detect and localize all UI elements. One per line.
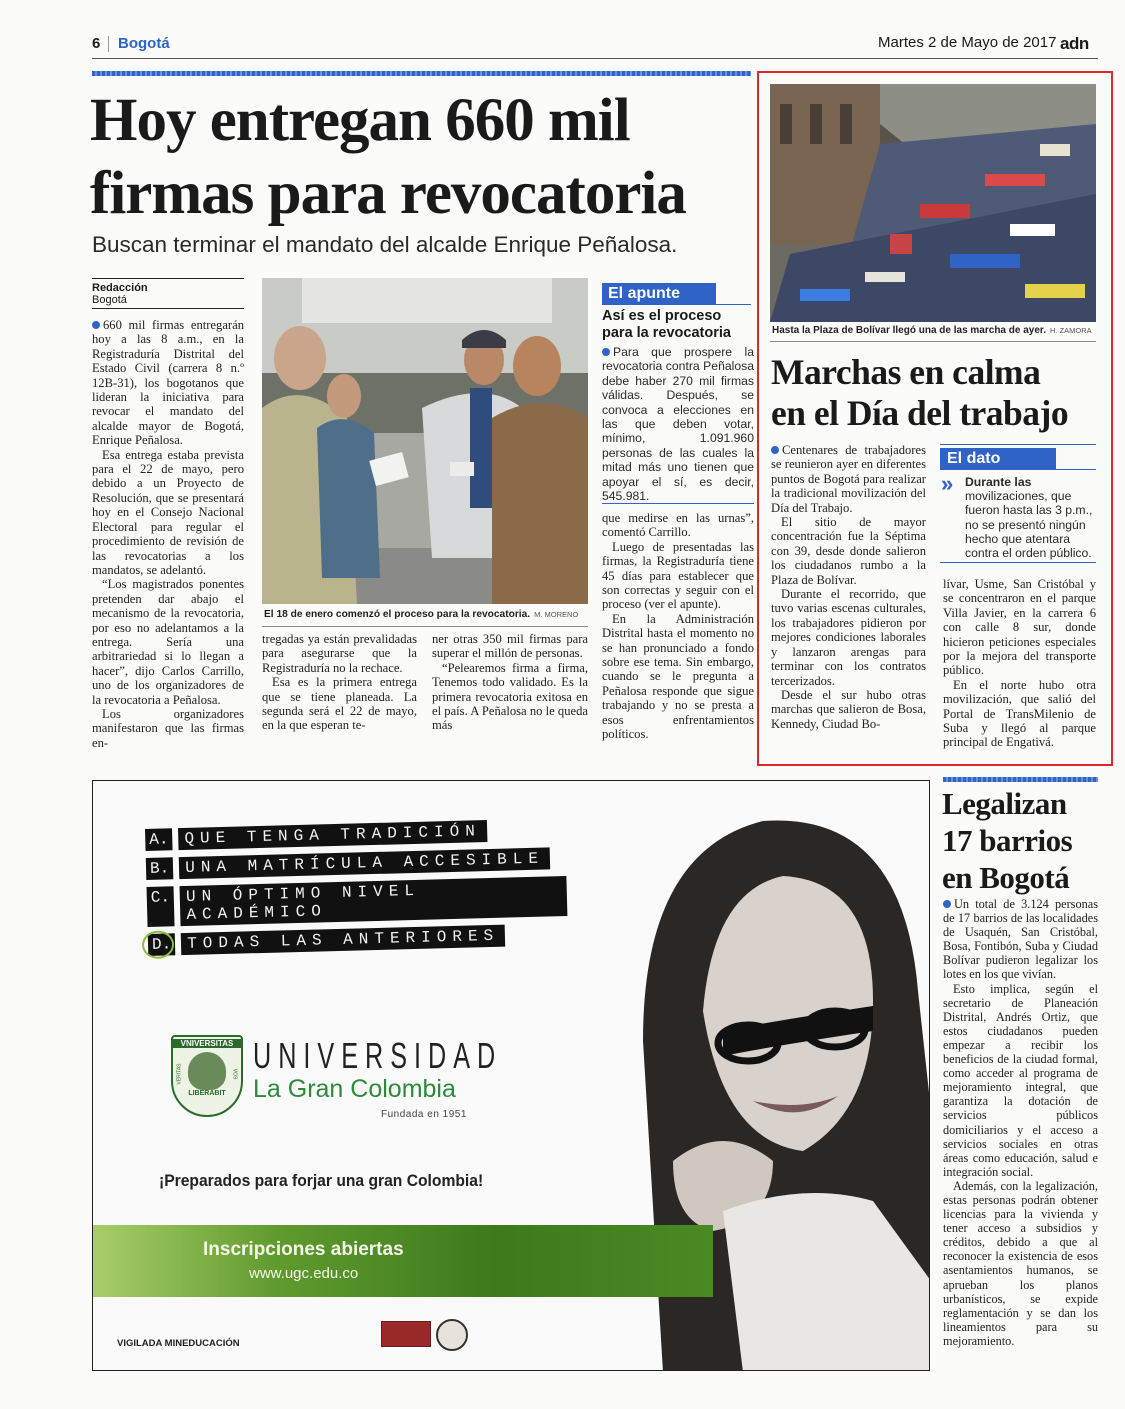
dato-body <box>943 475 1096 560</box>
issue-date: Martes 2 de Mayo de 2017 <box>878 34 1057 51</box>
caption-rule <box>262 626 588 627</box>
byline <box>92 282 244 306</box>
dato-bottom-rule <box>940 562 1096 563</box>
main-col1-p2: Esa entrega estaba prevista para el 22 de mayo, pero debido a un Proyecto de Resolución, que se presentará hoy en el Consejo Nacional Electoral para regular el procedimiento de revisión de las revocatorias a los mandatos, se adelantó. <box>92 447 244 577</box>
crest-right-text: VOS <box>231 1068 238 1080</box>
main-top-bar <box>92 71 751 76</box>
legalizan-top-bar <box>943 777 1098 782</box>
ad-option-letter: A. <box>145 828 173 851</box>
apunte-tag-rule <box>716 304 751 305</box>
university-founded: Fundada en 1951 <box>381 1109 467 1120</box>
apunte-title-line1: Así es el proceso <box>602 308 722 324</box>
bullet-icon <box>92 321 100 329</box>
byline-name: Redacción <box>92 282 148 294</box>
legalizan-p3: Además, con la legalización, estas personas podrán obtener licencias para la vivienda y tener acceso a subsidios y créditos, debido a que al reconocer la existencia de esos asentamientos humanos, se aprueban los planos urbanísticos, se expide reglamentación y se dan los lineamientos para su mejoramiento. <box>943 1178 1098 1348</box>
main-headline-line1: Hoy entregan 660 mil <box>90 87 630 154</box>
apunte-body <box>602 345 754 503</box>
bullet-icon <box>771 446 779 454</box>
byline-city: Bogotá <box>92 294 127 306</box>
marchas-col2-p2: En el norte hubo otra movilización, que salió del Portal de TransMilenio de Suba y llegó al parque principal de Engativá. <box>943 677 1096 750</box>
banner-title: Inscripciones abiertas <box>203 1239 404 1260</box>
revocatoria-photo <box>262 278 588 604</box>
bullet-icon <box>943 900 951 908</box>
apunte-title-line2: para la revocatoria <box>602 325 731 341</box>
marchas-col-2 <box>943 577 1096 750</box>
dato-text: movilizaciones, que fueron hasta las 3 p.m., no se presentó ningún hecho que atentara contra el orden público. <box>965 489 1093 561</box>
marchas-headline-line1: Marchas en calma <box>771 352 1041 392</box>
marchas-col1-p3: Durante el recorrido, que tuvo varias escenas culturales, los trabajadores pidieron por mejores condiciones laborales y lanzaron arengas para terminar con los contratos tercerizados. <box>771 587 926 688</box>
main-col1-p1: 660 mil firmas entregarán hoy a las 8 a.m., en la Registraduría Distrital del Estado Civil (carrera 8 n.º 12B-31), los bogotanos que lideran la iniciativa para revocar el mandato del alcalde mayor de Bogotá, Enrique Peñalosa. <box>92 318 244 448</box>
main-col-3 <box>432 632 588 733</box>
mineducacion-label: VIGILADA MINEDUCACIÓN <box>117 1338 240 1349</box>
byline-rule-bottom <box>92 308 244 309</box>
marchas-caption-rule <box>770 341 1096 342</box>
university-name: La Gran Colombia <box>253 1075 456 1103</box>
marchas-photo-image <box>770 84 1096 322</box>
ad-option-d <box>148 923 568 956</box>
university-word: UNIVERSIDAD <box>253 1035 503 1076</box>
apunte-text: Para que prospere la revocatoria contra Peñalosa debe haber 270 mil firmas válidas. Después, se convoca a elecciones en las que deben votar, mínimo, 1.091.960 personas de las cuales la mitad más uno tienen que apoyar el sí, es decir, 545.981. <box>602 345 754 504</box>
crest-bottom-text: LIBERABIT <box>188 1090 226 1097</box>
revocatoria-photo-credit: M. MORENO <box>534 610 579 619</box>
main-col3-p1: ner otras 350 mil firmas para superar el millón de personas. <box>432 632 588 661</box>
university-crest <box>171 1035 243 1117</box>
certification-logo-icon <box>381 1321 431 1347</box>
adn-logo: adn <box>1060 34 1089 53</box>
ad-option-text: QUE TENGA TRADICIÓN <box>178 820 487 850</box>
main-col-2 <box>262 632 417 733</box>
apunte-bottom-rule <box>602 503 754 504</box>
header-rule <box>92 58 1098 59</box>
revocatoria-photo-caption <box>264 609 594 620</box>
marchas-col1-p2: El sitio de mayor concentración fue la Séptima con 39, desde donde salieron los ciudadanos rumbo a la Plaza de Bolívar. <box>771 515 926 587</box>
legalizan-headline-line3: en Bogotá <box>942 860 1070 895</box>
crest-top-text: VNIVERSITAS <box>173 1039 241 1048</box>
main-subhead: Buscan terminar el mandato del alcalde Enrique Peñalosa. <box>92 232 678 257</box>
ad-option-text: UNA MATRÍCULA ACCESIBLE <box>179 847 550 879</box>
marchas-photo <box>770 84 1096 322</box>
section-name: Bogotá <box>118 35 170 52</box>
ad-option-letter: B. <box>146 857 174 880</box>
main-col4-p2: Luego de presentadas las firmas, la Registraduría tiene 45 días para establecer que son correctas y seguir con el proceso (ver el apunte). <box>602 539 754 612</box>
banner-url-link[interactable]: www.ugc.edu.co <box>249 1265 359 1282</box>
legalizan-headline <box>942 785 1102 896</box>
main-col4-p3: En la Administración Distrital hasta el momento no se han pronunciado a fondo sobre ese tema. Sin embargo, cuando se le pregunta a Peñalosa responde que sigue trabajando y no se presta a esos enfrentamientos políticos. <box>602 611 754 742</box>
legalizan-body <box>943 897 1098 1348</box>
ad-option-b <box>146 847 566 880</box>
crest-emblem-icon <box>188 1052 226 1090</box>
dato-top-rule <box>940 444 1096 445</box>
marchas-photo-credit: H. ZAMORA <box>1050 326 1092 335</box>
marchas-headline-line2: en el Día del trabajo <box>771 393 1069 433</box>
legalizan-headline-line2: 17 barrios <box>942 823 1073 858</box>
main-col1-p4: Los organizadores manifestaron que las firmas en- <box>92 706 244 750</box>
legalizan-p1: Un total de 3.124 personas de 17 barrios de las localidades de Usaquén, San Cristóbal, Bosa, Fontibón, Suba y Ciudad Bolívar pudieron legalizar los lotes en los que vivían. <box>943 897 1098 982</box>
revocatoria-caption-text: El 18 de enero comenzó el proceso para la revocatoria. <box>264 609 531 620</box>
ad-option-letter: C. <box>147 886 175 927</box>
legalizan-headline-line1: Legalizan <box>942 786 1067 821</box>
main-headline-line2: firmas para revocatoria <box>90 160 686 227</box>
ad-option-letter: D. <box>148 933 176 956</box>
apunte-tag: El apunte <box>602 283 716 305</box>
main-col3-p2: “Pelearemos firma a firma, Tenemos todo validado. Es la primera revocatoria exitosa en el país. A Peñalosa no le queda más <box>432 660 588 733</box>
main-col2-p2: Esa es la primera entrega que se tiene planeada. La segunda será el 22 de mayo, en la que esperan te- <box>262 675 417 733</box>
main-col1-p3: “Los magistrados ponentes pretenden dar abajo el mecanismo de la revocatoria, por eso no adelantamos a la entrega. Sería una arbitrariedad si lo llegan a hacer”, dijo Carlos Carrillo, uno de los organizadores de la revocatoria a Peñalosa. <box>92 577 244 707</box>
marchas-photo-caption <box>772 325 1098 336</box>
dato-tag: El dato <box>940 448 1056 470</box>
marchas-col1-p1: Centenares de trabajadores se reunieron ayer en diferentes puntos de Bogotá para realizar la tradicional movilización del Día del Trabajo. <box>771 443 926 515</box>
crest-left-text: VERITAS <box>176 1063 183 1085</box>
marchas-col1-p4: Desde el sur hubo otras marchas que salieron de Bosa, Kennedy, Ciudad Bo- <box>771 687 926 731</box>
marchas-caption-text: Hasta la Plaza de Bolívar llegó una de las marcha de ayer. <box>772 325 1047 336</box>
main-col2-p1: tregadas ya están prevalidadas para asegurarse que la Registraduría no la rechace. <box>262 632 417 675</box>
header-divider <box>108 36 109 52</box>
ad-option-text: TODAS LAS ANTERIORES <box>181 925 505 955</box>
main-col-1 <box>92 318 244 750</box>
main-headline <box>90 84 755 230</box>
page-number: 6 <box>92 35 101 52</box>
university-ad <box>92 780 930 1371</box>
apunte-title <box>602 308 754 342</box>
marchas-col-1 <box>771 443 926 731</box>
ad-options <box>145 818 568 956</box>
dato-lead: Durante las <box>965 475 1032 489</box>
inscripciones-banner[interactable] <box>93 1225 713 1297</box>
revocatoria-photo-image <box>262 278 588 604</box>
marchas-col2-p1: lívar, Usme, San Cristóbal y se concentraron en el parque Villa Javier, en la carrera 6 con calle 8 sur, donde hicieron peticiones especiales por la mejora del transporte público. <box>943 577 1096 678</box>
dato-tag-rule <box>1056 469 1096 470</box>
legalizan-p2: Esto implica, según el secretario de Planeación Distrital, Andrés Ortiz, que estos ciudadanos pueden empezar a recibir los beneficios de la ciudad formal, como acceder al programa de mejoramiento integral, que garantiza la dotación de servicios públicos domiciliarios y el acceso a servicios sociales en otras áreas como educación, salud e integración social. <box>943 981 1098 1179</box>
ad-option-a <box>145 818 565 851</box>
seal-icon <box>436 1319 468 1351</box>
dato-arrow-icon: » <box>941 471 954 496</box>
page-header <box>92 34 1098 56</box>
main-col4-p1: que medirse en las urnas”, comentó Carrillo. <box>602 511 754 540</box>
byline-rule <box>92 278 244 279</box>
ad-option-c <box>147 876 568 927</box>
main-col-4 <box>602 511 754 742</box>
marchas-headline <box>771 352 1101 434</box>
ad-option-text: UN ÓPTIMO NIVEL ACADÉMICO <box>180 876 568 926</box>
ad-slogan: ¡Preparados para forjar una gran Colombia! <box>159 1171 484 1190</box>
bullet-icon <box>602 348 610 356</box>
